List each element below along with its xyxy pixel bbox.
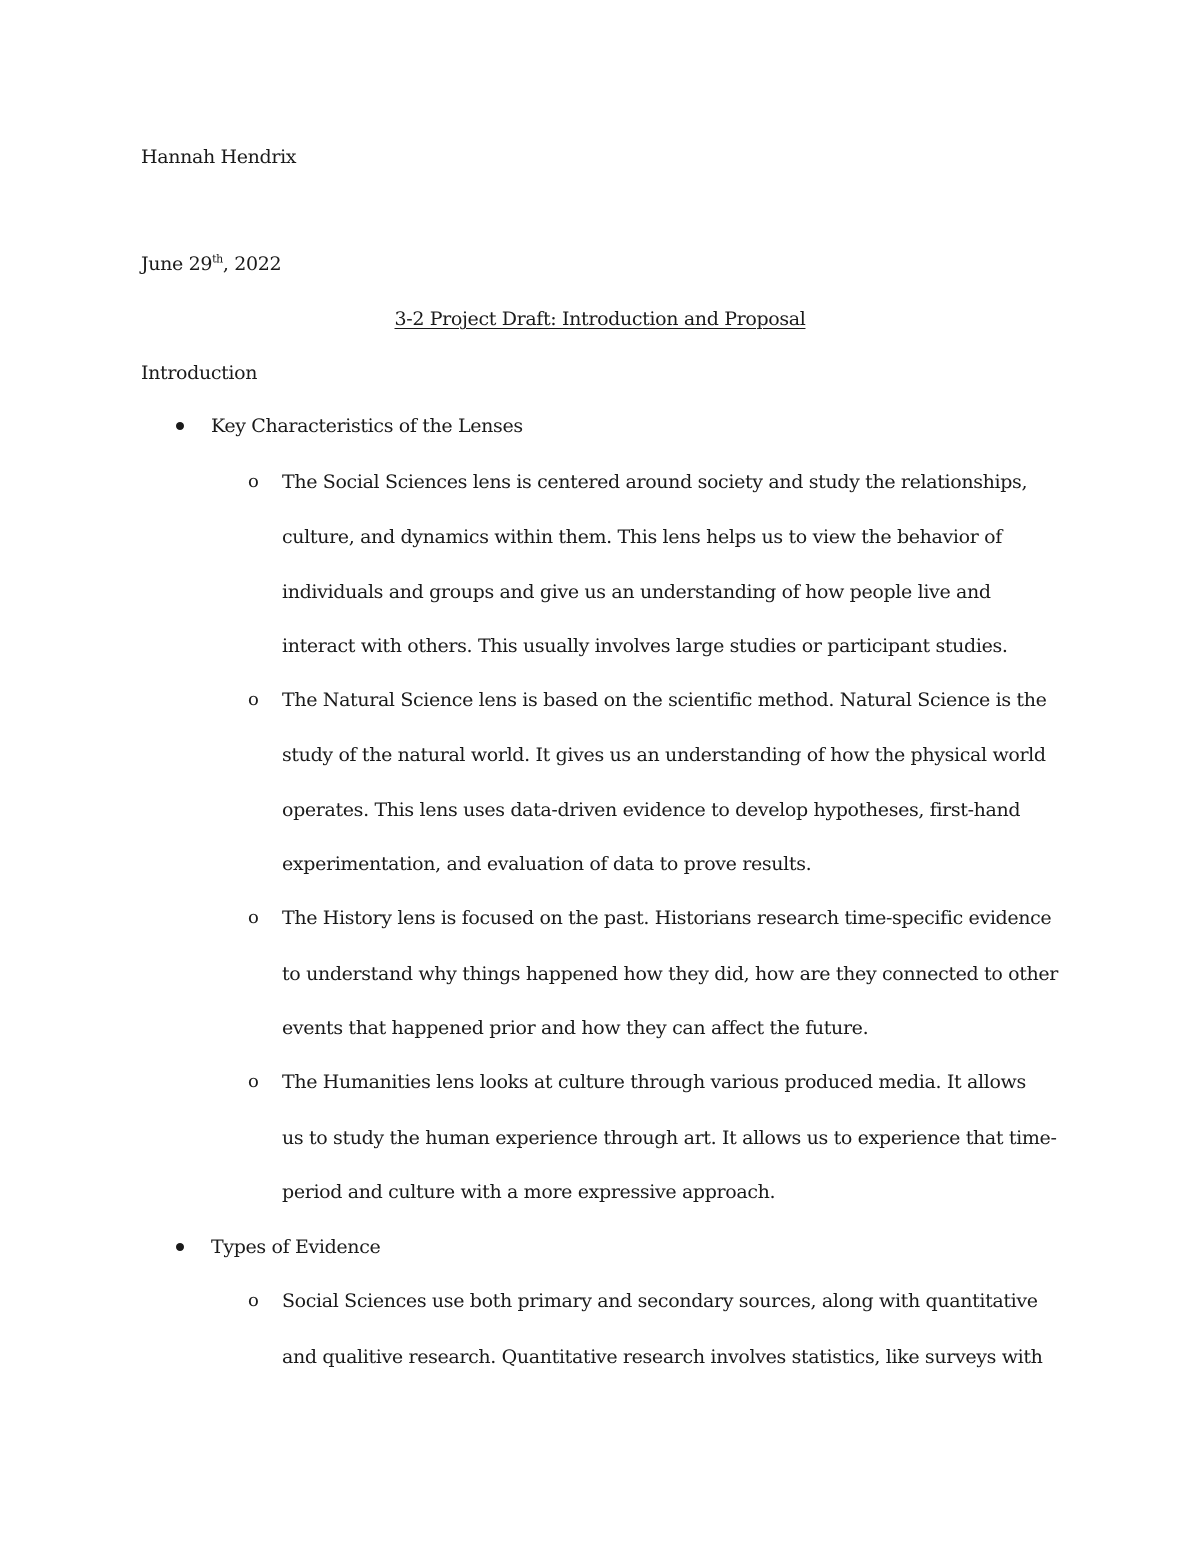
paragraph-line: The Natural Science lens is based on the scientific method. Natural Science is the bbox=[282, 689, 1047, 711]
bullet-label: Types of Evidence bbox=[211, 1236, 381, 1258]
paragraph-line: The Humanities lens looks at culture through various produced media. It allows bbox=[282, 1071, 1026, 1093]
bullet-dot-icon bbox=[176, 1243, 184, 1251]
paragraph-line: experimentation, and evaluation of data to prove results. bbox=[282, 853, 812, 875]
document-title: 3-2 Project Draft: Introduction and Proposal bbox=[394, 308, 806, 330]
sub-bullet-icon: o bbox=[248, 471, 259, 492]
date-prefix: June 29 bbox=[141, 253, 213, 275]
paragraph-line: period and culture with a more expressive approach. bbox=[282, 1181, 776, 1203]
author-name: Hannah Hendrix bbox=[141, 146, 297, 168]
paragraph-line: interact with others. This usually involves large studies or participant studies. bbox=[282, 635, 1008, 657]
sub-bullet-icon: o bbox=[248, 689, 259, 710]
bullet-label: Key Characteristics of the Lenses bbox=[211, 415, 523, 437]
paragraph-line: us to study the human experience through art. It allows us to experience that time- bbox=[282, 1127, 1057, 1149]
section-heading: Introduction bbox=[141, 362, 258, 384]
paragraph-line: operates. This lens uses data-driven evidence to develop hypotheses, first-hand bbox=[282, 799, 1021, 821]
paragraph-line: individuals and groups and give us an understanding of how people live and bbox=[282, 581, 991, 603]
sub-bullet-icon: o bbox=[248, 1290, 259, 1311]
bullet-dot-icon bbox=[176, 422, 184, 430]
sub-bullet-icon: o bbox=[248, 907, 259, 928]
date-line bbox=[141, 252, 281, 276]
paragraph-line: Social Sciences use both primary and secondary sources, along with quantitative bbox=[282, 1290, 1038, 1312]
sub-bullet-icon: o bbox=[248, 1071, 259, 1092]
paragraph-line: culture, and dynamics within them. This lens helps us to view the behavior of bbox=[282, 526, 1002, 548]
paragraph-line: to understand why things happened how they did, how are they connected to other bbox=[282, 963, 1058, 985]
date-suffix: th bbox=[212, 252, 223, 266]
paragraph-line: and qualitive research. Quantitative research involves statistics, like surveys with bbox=[282, 1346, 1043, 1368]
date-rest: , 2022 bbox=[222, 253, 282, 275]
paragraph-line: events that happened prior and how they can affect the future. bbox=[282, 1017, 869, 1039]
paragraph-line: The History lens is focused on the past. Historians research time-specific evidence bbox=[282, 907, 1052, 929]
paragraph-line: study of the natural world. It gives us an understanding of how the physical world bbox=[282, 744, 1046, 766]
paragraph-line: The Social Sciences lens is centered around society and study the relationships, bbox=[282, 471, 1028, 493]
